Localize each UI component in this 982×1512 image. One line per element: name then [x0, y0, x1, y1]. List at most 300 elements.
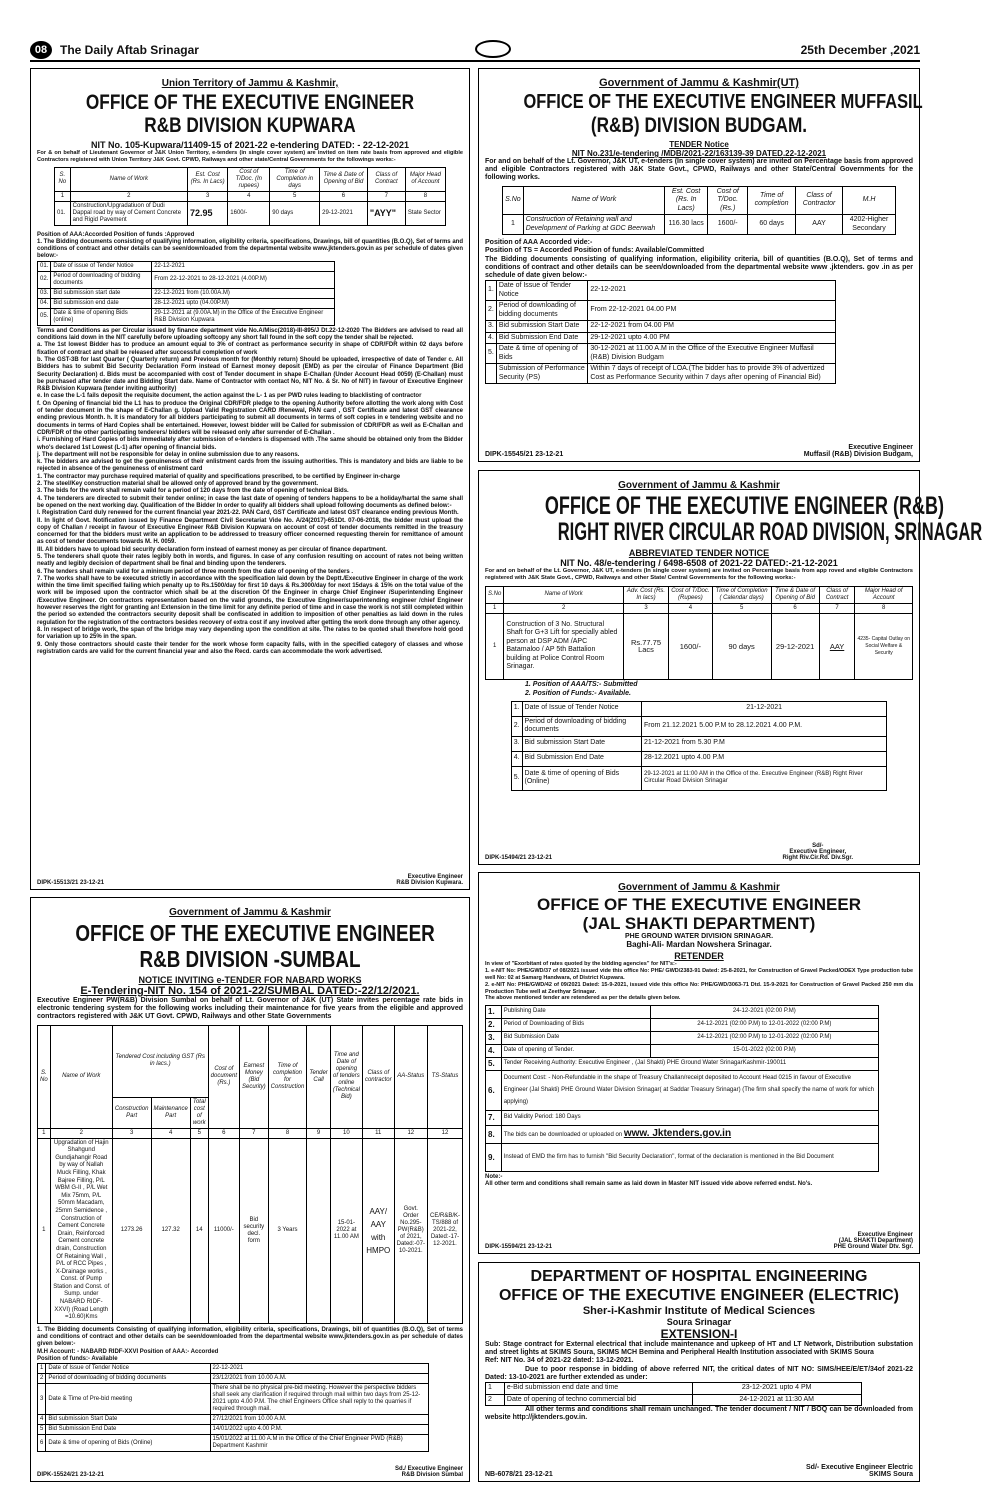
table-cell: Date & time of opening of Bids (Online) [46, 1435, 210, 1452]
table-cell: 4 [228, 191, 270, 201]
condition: 6. The tenders shall remain valid for a minimum period of three month from the date of opening of the tenders . [37, 568, 354, 575]
table-cell: 9 [307, 1128, 330, 1138]
schedule-table [485, 1005, 879, 1172]
table-cell: Bid security decl. form [240, 1138, 269, 1323]
ad-intro: In view of "Exorbitant of rates quoted by the bidding agencies" for NIT's:- [485, 961, 677, 967]
col-header: Class of Contract [367, 167, 405, 191]
col-header: Total cost of work [190, 1097, 208, 1128]
table-row [486, 364, 836, 384]
table-cell: 21-12-2021 [642, 701, 887, 716]
paragraph: 1. The Bidding documents consisting of qualifying information, eligibility criteria, specifications, Drawings, bill of quantities (B.O.Q), Set of terms and conditions of contract and other details can be seen/downloaded from the departmental website www.jktenders.gov.in as per schedule of dates given below:- [37, 238, 463, 260]
table-cell: 3 [112, 1128, 151, 1138]
schedule-table [37, 261, 335, 326]
table-row [38, 288, 335, 298]
table-cell: 1 [486, 1383, 505, 1395]
condition: k. The bidders are advised to get the genuineness of their enlistment cards from the issuing authorities. This is mandatory and bids are liable to be rejected in absence of the genuineness of enlistment card [37, 459, 463, 473]
condition: 7. The works shall have to be executed strictly in accordance with the specification laid down by the Deptt./Executive Engineer in charge of the work within the time limit specified failing which penalty up to Rs.1500/day for first 10 days & Rs.3000/day for next 15days & 15% on the total value of the work will be imposed upon the contractor which shall be at the discretion Of the Engineer in charge Chief Engineer /Superintending Engineer /Executive Engineer. On contractors representation based on the valid grounds, the Executive Engineer/superintending engineer /chief Engineer however reserves the right for granting an! Extension in the time limit for any definite period of time and in case the work is not still completed within the period so extended the contractors security deposit shall be confiscated in addition to imposition of other penalties as laid down in the rules regulation for the registration of the contractors besides recovery of extra cost if any involved after getting the work done through any other agency. [37, 575, 463, 626]
table-cell: 6 [38, 1435, 46, 1452]
position-line: Position of AAA Accorded vide:- [485, 239, 593, 247]
table-cell: 3 [623, 603, 668, 613]
table-cell: Bid submission Start Date [496, 321, 587, 333]
table-cell: 5 [712, 603, 771, 613]
col-header: Cost of T/Doc. (Rs.) [708, 186, 748, 215]
table-cell: 5. [486, 344, 497, 364]
table-row [511, 701, 887, 716]
table-cell: 5 [270, 191, 320, 201]
col-header: Est. Cost (Rs. In Lacs) [665, 186, 708, 215]
ad-subtitle: (JAL SHAKTI DEPARTMENT) [582, 914, 816, 933]
table-cell: Date & Time of Pre-bid meeting [46, 1384, 210, 1415]
table-cell: 3. [486, 1031, 502, 1044]
table-cell: 1 [486, 603, 504, 613]
signatory-division: PHE Ground Water Dtv. Sgr. [833, 1244, 913, 1250]
table-cell [307, 1138, 330, 1323]
table-cell: From 22-12-2021 to 28-12-2021 (4.00P.M) [152, 271, 335, 288]
ad-subtitle: OFFICE OF THE EXECUTIVE ENGINEER (ELECTRIC) [498, 1287, 900, 1304]
signatory-office: Right Riv.Cir.Rd. Div.Sgr. [782, 855, 853, 861]
ad-intro: For and on behalf of the Lt. Governor, J&K UT, e-tenders (In single cover system) are invited on Percentage basis from approved and eligible Contractors registered with J&K State Govt., CPWD, Railways and other State/Central Governments for the following works. [485, 158, 913, 182]
jktenders-link[interactable]: www. Jktenders.gov.in [623, 1127, 732, 1139]
col-header: Cost of T/Doc. (In rupees) [228, 167, 270, 191]
ad-intro: For & on behalf of Lieutenant Governor of J&K Union Territory, e-tenders (in single cover system) are invited on item rate basis from approved and eligible Contractors registered with Union Territory J&K Govt. CPWD, Railways and other state/Central Governments for the followings works:- [37, 150, 463, 164]
col-header: Maintenance Part [151, 1097, 190, 1128]
signatory-office: Muffasil (R&B) Division Budgam, [803, 451, 913, 458]
newspaper-name: The Daily Aftab Srinagar [60, 43, 199, 57]
signatory: Sd/- Executive Engineer Electric [806, 1464, 913, 1471]
ad-footer [485, 843, 913, 861]
table-row [486, 1005, 879, 1018]
table-row [486, 1057, 879, 1070]
table-row [486, 1070, 879, 1110]
nit-number: NIT No. 105-Kupwara/11409-15 of 2021-22 e-tendering DATED: - 22-12-2021 [91, 140, 409, 150]
table-cell: 4 [38, 1415, 46, 1425]
col-header: S.No [486, 586, 504, 603]
table-cell: Date of Issue of Tender Notice [496, 281, 587, 301]
table-cell: 5. [511, 766, 522, 790]
table-cell: 3. [511, 736, 522, 751]
table-cell: Bid Submission End Date [46, 1425, 210, 1435]
col-header: S.No [503, 186, 524, 215]
nit-item: 1. e-NIT No: PHE/GWD/37 of 08/2021 issued vide this office No: PHE/ GWD/2383-91 Dated: 25-8-2021, for Construction of Gravel Packed/ODEX Type production tube well No: 02 at Samarg Handwara, of District Kupwara. [485, 968, 913, 982]
table-cell: 4. [486, 332, 497, 344]
table-cell: Date of opening of Tender. [501, 1044, 650, 1057]
col-header: Name of Work [523, 186, 664, 215]
table-cell: Rs.77.75 Lacs [623, 613, 668, 679]
condition: f. On Opening of financial bid the L1 has to produce the Original CDR/FDR pledge to the opening Authority before allotting the work along with Cost of tender document in the shape of E-Challan g. Upload Valid Registration CARD /Renewal, PAN card , GST Certificate and latest GST clearance ending previous Month. h. It is mandatory for all bidders participating to submit all documents in terms of soft copies in e tendering website and no documents in terms of Hard Copies shall be entertained. However, lowest bidder will be Called for submission of CDR/FDR as well as E-Challan and CDR/FDR of the other participating tenderers/ bidders will be released only after surrender of E-Challan . [37, 400, 463, 436]
col-header: Time & Date of Opening of Bid [320, 167, 368, 191]
table-cell: 22-12-2021 [152, 261, 335, 271]
table-cell: 72.95 [187, 201, 227, 225]
table-cell: 7 [819, 603, 855, 613]
table-row [511, 766, 887, 790]
table-row [55, 201, 446, 225]
table-cell: 2 [50, 1128, 112, 1138]
notice-label: NOTICE INVITING e-TENDER FOR NABARD WORKS [138, 975, 362, 985]
ad-jal-shakti [478, 872, 920, 1254]
table-cell: Period of Downloading of Bids [501, 1018, 650, 1031]
condition: a. The 1st lowest Bidder has to produce an amount equal to 3% of contract as performance security in shape of CDR/FDR within 02 days before fixation of contract and shall be released after successful completion of work [37, 342, 463, 356]
signatory-office: SKIMS Soura [869, 1471, 913, 1478]
signatory: Executive Engineer [407, 874, 463, 880]
table-cell: Instead of EMD the firm has to furnish "Bid Security Declaration", format of the declaration is mentioned in the Bid Document [501, 1143, 878, 1171]
table-row [38, 1374, 429, 1384]
col-header: Tendered Cost including GST (Rs in lacs.) [112, 1025, 208, 1097]
table-cell: 90 days [712, 613, 771, 679]
retender-label: RETENDER [674, 951, 724, 961]
table-cell: 7 [367, 191, 405, 201]
col-header: Construction Part [112, 1097, 151, 1128]
table-row [38, 298, 335, 308]
table-cell: 1600/- [708, 215, 748, 235]
issue-date: 25th December ,2021 [800, 43, 920, 57]
table-cell: From 22-12-2021 04.00 PM [588, 301, 836, 321]
address-line: Baghi-Ali- Mardan Nowshera Srinagar. [626, 940, 772, 949]
table-cell: 22-12-2021 [588, 281, 836, 301]
condition: 8. In respect of bridge work, the span of the bridge may vary depending upon the condition at site. The rates to be quoted shall therefore hold good for variation up to 25% in the span. [37, 626, 463, 641]
table-cell: 1. [511, 701, 522, 716]
table-row [486, 1394, 862, 1406]
table-row [486, 1031, 879, 1044]
col-header: Name of Work [70, 167, 187, 191]
table-row [486, 321, 836, 333]
col-header: M.H [843, 186, 896, 215]
condition: 2. The steel/Key construction material shall be allowed only of approved brand by the government. [37, 481, 319, 488]
table-row [38, 308, 335, 325]
col-header: S. No [38, 1025, 51, 1128]
table-cell: 11000/- [208, 1138, 239, 1323]
table-row [511, 751, 887, 766]
table-cell: Date & time of opening of Bids (Online) [522, 766, 641, 790]
schedule-table [37, 1363, 429, 1452]
table-cell: 1 [38, 1138, 51, 1323]
table-cell [501, 1125, 878, 1143]
table-cell: Period of downloading of bidding documents [522, 716, 641, 736]
table-cell: 116.30 lacs [665, 215, 708, 235]
table-number-row [486, 603, 913, 613]
condition: e. In case the L-1 fails deposit the requisite document, the action against the L- 1 as per PWD rules leading to blacklisting of contractor [37, 393, 422, 400]
table-cell: Bid Submission End Date [522, 751, 641, 766]
table-cell: Bid submission end date [51, 298, 152, 308]
ad-right-river [478, 470, 982, 865]
col-header: Time & Date of Opening of Bid [771, 586, 819, 603]
table-cell: 29-12-2021 [771, 613, 819, 679]
table-cell: 15-01-2022 (02:00 P.M) [650, 1044, 878, 1057]
col-header: Major Head of Account [855, 586, 913, 603]
table-cell: 5. [486, 1057, 502, 1070]
table-row [38, 1384, 429, 1415]
table-cell: 4202-Higher Secondary [843, 215, 896, 235]
table-cell: 4235- Capital Outlay on Social Welfare & Security [855, 613, 913, 679]
schedule-table [485, 1382, 862, 1406]
ad-title: OFFICE OF THE EXECUTIVE ENGINEER (R&B) [544, 492, 944, 520]
table-cell: 2. [486, 1018, 502, 1031]
table-cell: 4. [486, 1044, 502, 1057]
table-cell: Document Cost: - Non-Refundable in the shape of Treasury Challan/receipt deposited to Account Head 0215 in favour of Executive Engineer (Jal Shakti) PHE Ground Water Division Srinagar( at Saddar Treasury Srinagar) (The firm shall specify the name of work for which applying) [501, 1070, 878, 1110]
table-cell: 6 [771, 603, 819, 613]
table-cell: 12 [394, 1128, 427, 1138]
ad-title: OFFICE OF THE EXECUTIVE ENGINEER [537, 895, 861, 914]
condition: 3. The bids for the work shall remain valid for a period of 120 days from the date of opening of technical Bids. [37, 488, 349, 495]
col-header: Name of Work [50, 1025, 112, 1128]
table-cell: Construction of Retaining wall and Development of Parking at GDC Beerwah [523, 215, 664, 235]
signatory: Sd./ Executive Engineer [394, 1466, 463, 1472]
table-cell: 4. [511, 751, 522, 766]
signatory-office: (JAL SHAKTI Department) [838, 1238, 913, 1244]
table-cell: 3 [187, 191, 227, 201]
ad-subtitle: (R&B) DIVISION BUDGAM. [590, 114, 808, 137]
table-cell: Within 7 days of receipt of LOA.(The bidder has to provide 3% of advertized Cost as Performance Security within 7 days after opening of Financial Bid) [588, 364, 836, 384]
note-label: Note:- [485, 1173, 503, 1180]
note-text: All other term and conditions shall remain same as laid down in Master NIT issued vide above referred endst. No's. [485, 1181, 813, 1188]
col-header: Class of Contract [819, 586, 855, 603]
table-cell: Publishing Date [501, 1005, 650, 1018]
table-cell: 1273.26 [112, 1138, 151, 1323]
table-cell: 1600/- [228, 201, 270, 225]
table-cell: 1600/- [669, 613, 713, 679]
schedule-table [511, 701, 888, 791]
table-cell: 04. [38, 298, 51, 308]
extension-label: EXTENSION-I [660, 1327, 738, 1341]
table-row [38, 1364, 429, 1374]
table-cell: 4 [151, 1128, 190, 1138]
table-cell: Bid Validity Period: 180 Days [501, 1110, 878, 1125]
dipk-number: DIPK-15524/21 23-12-21 [37, 1472, 105, 1478]
col-header: Tender Call [307, 1025, 330, 1128]
signatory: Executive Engineer [857, 1232, 913, 1238]
table-cell: 15/01/2022 at 11.00 A.M in the Office of the Chief Engineer PWD (R&B) Department Kashmir [210, 1435, 428, 1452]
table-cell: Date & time of opening Bids (online) [51, 308, 152, 325]
table-cell: 3 [38, 1384, 46, 1415]
table-cell: 24-12-2021 at 11:30 AM [692, 1394, 861, 1406]
paragraph: The above mentioned tender are retendered as per the details given below. [485, 995, 681, 1002]
table-cell: 60 days [748, 215, 796, 235]
table-cell: 28-12.2021 upto 4.00 P.M [642, 751, 887, 766]
table-row [511, 736, 887, 751]
table-cell: 2 [70, 191, 187, 201]
condition: 1. The contractor may purchase required material of quality and specifications prescribed, to be certified by Engineer in-charge [37, 473, 401, 480]
table-row [511, 716, 887, 736]
col-header: Earnest Money (Bid Security) [240, 1025, 269, 1128]
tender-notice-label: TENDER Notice [669, 140, 729, 149]
table-cell: 10 [330, 1128, 362, 1138]
signatory: Executive Engineer, [789, 849, 847, 855]
col-header: Time of Completion ( Calendar days) [712, 586, 771, 603]
institute-location: Soura Srinagar [666, 1317, 732, 1327]
table-cell: From 21.12.2021 5.00 P.M to 28.12.2021 4.00 P.M. [642, 716, 887, 736]
table-cell: 5 [190, 1128, 208, 1138]
table-cell: 22-12-2021 from 04.00 PM [588, 321, 836, 333]
position-line: M.H Account: - NABARD RIDF-XXVI Position of AAA:- Accorded [37, 1348, 219, 1355]
col-header: Name of Work [504, 586, 624, 603]
table-row [38, 1435, 429, 1452]
signatory: Executive Engineer [848, 444, 913, 451]
col-header: Cost of document (Rs.) [208, 1025, 239, 1128]
table-cell: AAY/ AAY with HMPO [362, 1138, 394, 1323]
table-cell: Date of issue of Tender Notice [51, 261, 152, 271]
table-cell: 21-12-2021 from 5.30 P.M [642, 736, 887, 751]
subject-line: Sub: Stage contract for External electrical that include maintenance and upkeep of HT and LT Network, Distribution substation and street lights at SKIMS Soura, SKIMS MCH Bemina and Peripheral Health Institution associated with SKIMS Soura [485, 1341, 913, 1357]
ad-subtitle: R&B DIVISION KUPWARA [144, 114, 356, 137]
col-header: AA-Status [394, 1025, 427, 1128]
nit-number: NIT No. 48/e-tendering / 6498-6508 of 2021-22 DATED:-21-12-2021 [560, 558, 838, 568]
table-cell: Period of downloading of bidding documents [46, 1374, 210, 1384]
signatory-office: R&B Division Kupwara. [396, 880, 463, 886]
table-cell: 3 Years [268, 1138, 307, 1323]
table-cell: 15-01-2022 at 11.00 AM [330, 1138, 362, 1323]
table-row [486, 1383, 862, 1395]
table-row [38, 261, 335, 271]
ad-footer [485, 1464, 913, 1478]
condition: j. The department will not be responsible for delay in online submission due to any reasons. [37, 451, 300, 458]
table-cell: Period of downloading of bidding documents [51, 271, 152, 288]
paragraph: The Bidding documents consisting of qualifying information, eligibility criteria, bill of quantities (B.O.Q), Set of terms and conditions of contract and other details can be seen/downloaded from the departmental website www .jktenders. gov .in as per schedule of date given below:- [485, 255, 913, 279]
condition: I. Registration Card duly renewed for the current financial year 2021-22. PAN Card, GST Certificate and latest GST clearance ending previous Month. [37, 510, 459, 517]
table-cell: 03. [38, 288, 51, 298]
ad-government-line: Union Territory of Jammu & Kashmir, [161, 78, 339, 89]
table-cell: State Sector [405, 201, 445, 225]
table-row [503, 215, 896, 235]
table-row [38, 271, 335, 288]
table-cell: CE/R&B/K-TS/888 of 2021-22, Dated:-17-12-2021. [427, 1138, 462, 1323]
ad-intro: Executive Engineer PW(R&B) Division Sumbal on behalf of Lt. Governor of J&K (UT) State invites percentage rate bids in electronic tendering system for the following works including their maintenance for five years from the eligible and approved contractors registered with J&K UT Govt. CPWD, Railways and other State Governments [37, 997, 463, 1021]
ad-footer [37, 1466, 463, 1478]
table-cell: 30-12-2021 at 11.00 A.M in the Office of the Executive Engineer Muffasil (R&B) Division Budgam [588, 344, 836, 364]
table-cell: 14/01/2022 upto 4.00 P.M. [210, 1425, 428, 1435]
table-cell: 29-12-2021 at 11:00 AM in the Office of the. Executive Engineer (R&B) Right River Circular Road Division Srinagar [642, 766, 887, 790]
table-cell: Bid Submission Date [501, 1031, 650, 1044]
ad-footer [485, 444, 913, 458]
ad-government-line: Government of Jammu & Kashmir [618, 480, 780, 491]
paragraph: 1. The Bidding documents Consisting of qualifying information, eligibility criteria, specifications, Drawings, bill of quantities (B.O.Q), Set of terms and conditions of contract and other details can be seen/downloaded from the departmental website www.jktenders.gov.in as per schedule of dates given below:- [37, 1326, 463, 1348]
table-cell: 127.32 [151, 1138, 190, 1323]
col-header: Class of contractor [362, 1025, 394, 1128]
table-header-row [38, 1025, 463, 1097]
paragraph: Due to poor response in bidding of above referred NIT, the critical dates of NIT NO: SIMS/HEE/E/ET/34of 2021-22 Dated: 13-10-2021 are further extended as under: [485, 1365, 913, 1381]
table-header-row [55, 167, 446, 191]
position-line: Position of funds:- Available [37, 1356, 118, 1363]
table-cell: 6. [486, 1070, 502, 1110]
dipk-number: DIPK-15513/21 23-12-21 [37, 880, 105, 886]
table-cell: 01. [55, 201, 71, 225]
table-cell: 24-12-2021 (02:00 P.M) to 12-01-2022 (02:00 P.M) [650, 1031, 878, 1044]
table-cell: There shall be no physical pre-bid meeting. However the perspective bidders shall seek any clarification if required through mail within two days from 25-12-2021 upto 4.00 P.M. The chief Engineers Office shall reply to the quarries if required through mail. [210, 1384, 428, 1415]
table-cell: Bid submission start date [51, 288, 152, 298]
table-cell: 02. [38, 271, 51, 288]
table-cell: e-Bid submission end date and time [504, 1383, 692, 1395]
table-cell: 29-12-2021 upto 4.00 PM [588, 332, 836, 344]
table-cell: 28-12-2021 upto (04.00P.M) [152, 298, 335, 308]
table-cell: 05. [38, 308, 51, 325]
dipk-number: DIPK-15545/21 23-12-21 [485, 451, 564, 458]
dipk-number: NB-6078/21 23-12-21 [485, 1471, 553, 1478]
condition: i. Furnishing of Hard Copies of bids immediately after submission of e-tenders is dispensed with .The same should be obtained only from the Bidder who's declared 1st Lowest (L-1) after opening of financial bids. [37, 437, 463, 451]
condition: III. All bidders have to upload bid security declaration form instead of earnest money as per circular of finance department. [37, 546, 387, 553]
condition: b. The GST-3B for last Quarter ( Quarterly return) and Previous month for (Monthly return) Should be uploaded, irrespective of date of Tender c. All Bidders has to submit Bid Security Declaration Form instead of Earnest money deposit (EMD) as per the circular of Finance Department (Bid Security Declaration) d. Bids must be accompanied with cost of Tender document in shape E-Challan (Under Account Head 0059) (E-Challan) must be purchased after tender date and Bidding Start date. Name of Contractor with contact No, NIT No. & Sr. No of NIT) in favour of Executive Engineer R&B Division Kupwara (tender inviting authority) [37, 356, 463, 393]
condition: II. In light of Govt. Notification issued by Finance Department Civil Secretariat Vide No. A/24(2017)-651Dt. 07-06-2018, the bidder must upload the copy of Challan / receipt in favour of Executive Engineer R&B Division Kupwara on account of cost of tender documents remitted in the treasury concerned for that the bidders must write an application to be addressed to treasury officer concerned requesting therein for remittance of amount as cost of tender documents towards M. H. 0059. [37, 517, 463, 546]
table-cell: AAY [819, 613, 855, 679]
table-cell: 2 [504, 603, 624, 613]
table-row [486, 301, 836, 321]
table-cell: 90 days [270, 201, 320, 225]
ad-skims [478, 1262, 920, 1482]
table-number-row [38, 1128, 463, 1138]
table-row [486, 613, 913, 679]
masthead-logo-icon [475, 40, 511, 58]
table-cell: 6 [320, 191, 368, 201]
ad-government-line: Government of Jammu & Kashmir(UT) [599, 77, 799, 89]
table-row [486, 1044, 879, 1057]
ad-budgam [478, 68, 923, 462]
table-cell: "AYY" [367, 201, 405, 225]
nit-number: NIT No.231/e-tendering /MDB/2021-22/163139-39 DATED.22-12-2021 [571, 149, 827, 158]
col-header: Major Head of Account [405, 167, 445, 191]
nit-number: E-Tendering-NIT No. 154 of 2021-22/SUMBAL DATED:-22/12/2021. [80, 985, 420, 997]
division-line: PHE GROUND WATER DIVISION SRINAGAR. [624, 933, 774, 940]
paragraph: Terms and Conditions as per Circular issued by finance department vide No.A/Misc(2018)-III-895/J Dt.22-12-2020 The Bidders are advised to read all conditions laid down in the NIT carefully before uploading softcopy any short fall found in the soft copy the tender shall be rejected. [37, 327, 463, 342]
table-cell: 8 [855, 603, 913, 613]
table-cell: 1. [486, 281, 497, 301]
works-table [502, 186, 896, 236]
table-cell: Date of opening of techno commercial bid [504, 1394, 692, 1406]
dipk-number: DIPK-15494/21 23-12-21 [485, 855, 553, 861]
col-header: Adv. Cost (Rs. In lacs) [623, 586, 668, 603]
table-cell: 24-12-2021 (02:00 P.M) to 12-01-2022 (02:00 P.M) [650, 1018, 878, 1031]
table-cell: 7 [240, 1128, 269, 1138]
table-row [38, 1138, 463, 1323]
table-cell: Date & time of opening of Bids [496, 344, 587, 364]
position-line: Position of AAA:Accorded Position of funds :Approved [37, 231, 195, 238]
schedule-table [485, 280, 836, 384]
table-header-row [503, 186, 896, 215]
ad-footer [37, 874, 463, 886]
table-cell: Govt. Order No.295-PW(R&B) of 2021, Dated:-07-10-2021. [394, 1138, 427, 1323]
position-line: 1. Position of AAA/TS:- Submitted [525, 680, 638, 688]
dipk-number: DIPK-15594/21 23-12-21 [485, 1244, 553, 1250]
col-header: Est. Cost (Rs. In Lacs) [187, 167, 227, 191]
col-header: TS-Status [427, 1025, 462, 1128]
table-cell: 27/12/2021 from 10.00 A.M. [210, 1415, 428, 1425]
table-cell: 22-12-2021 [210, 1364, 428, 1374]
reference-line: Ref: NIT No. 34 of 2021-22 dated: 13-12-2021. [485, 1357, 634, 1365]
nit-item: 2. e-NIT No: PHE/GWD/42 of 09/2021 Dated: 15-9-2021, issued vide this office No: PHE/GWD/3063-71 Dtd. 15-9-2021 for Construction of Gravel Packed 250 mm dia Production Tube well at Zeethyar Srinagar. [485, 981, 913, 995]
table-cell: 01. [38, 261, 51, 271]
table-cell: 1 [486, 613, 504, 679]
page-header [30, 40, 920, 62]
ad-footer [485, 1232, 913, 1250]
table-cell: 1 [55, 191, 71, 201]
table-cell: 11 [362, 1128, 394, 1138]
table-cell: 2 [38, 1374, 46, 1384]
table-cell: Submission of Performance Security (PS) [496, 364, 587, 384]
table-cell: 24-12-2021 (02:00 P.M) [650, 1005, 878, 1018]
table-cell: 2 [486, 1394, 505, 1406]
table-row [486, 344, 836, 364]
col-header: S. No [55, 167, 71, 191]
col-header: Cost of T/Doc. (Rupees) [669, 586, 713, 603]
col-header: Class of Contractor [795, 186, 842, 215]
table-cell: 29-12-2021 [320, 201, 368, 225]
condition: 4. The tenderers are directed to submit their tender online; in case the last date of opening of tenders happens to be a holiday/hartal the same shall be opened on the next working day. Qualification of the Bidder In order to qualify all bidders shall upload following documents as defined below:- [37, 495, 463, 509]
ad-title: OFFICE OF THE EXECUTIVE ENGINEER [75, 920, 435, 946]
table-cell: 7. [486, 1110, 502, 1125]
table-row [38, 1415, 429, 1425]
table-row [486, 281, 836, 301]
table-cell: 3. [486, 321, 497, 333]
abbreviated-notice-label: ABBREVIATED TENDER NOTICE [628, 548, 770, 558]
table-cell: 1. [486, 1005, 502, 1018]
table-cell: 8 [405, 191, 445, 201]
works-table [37, 1025, 463, 1324]
